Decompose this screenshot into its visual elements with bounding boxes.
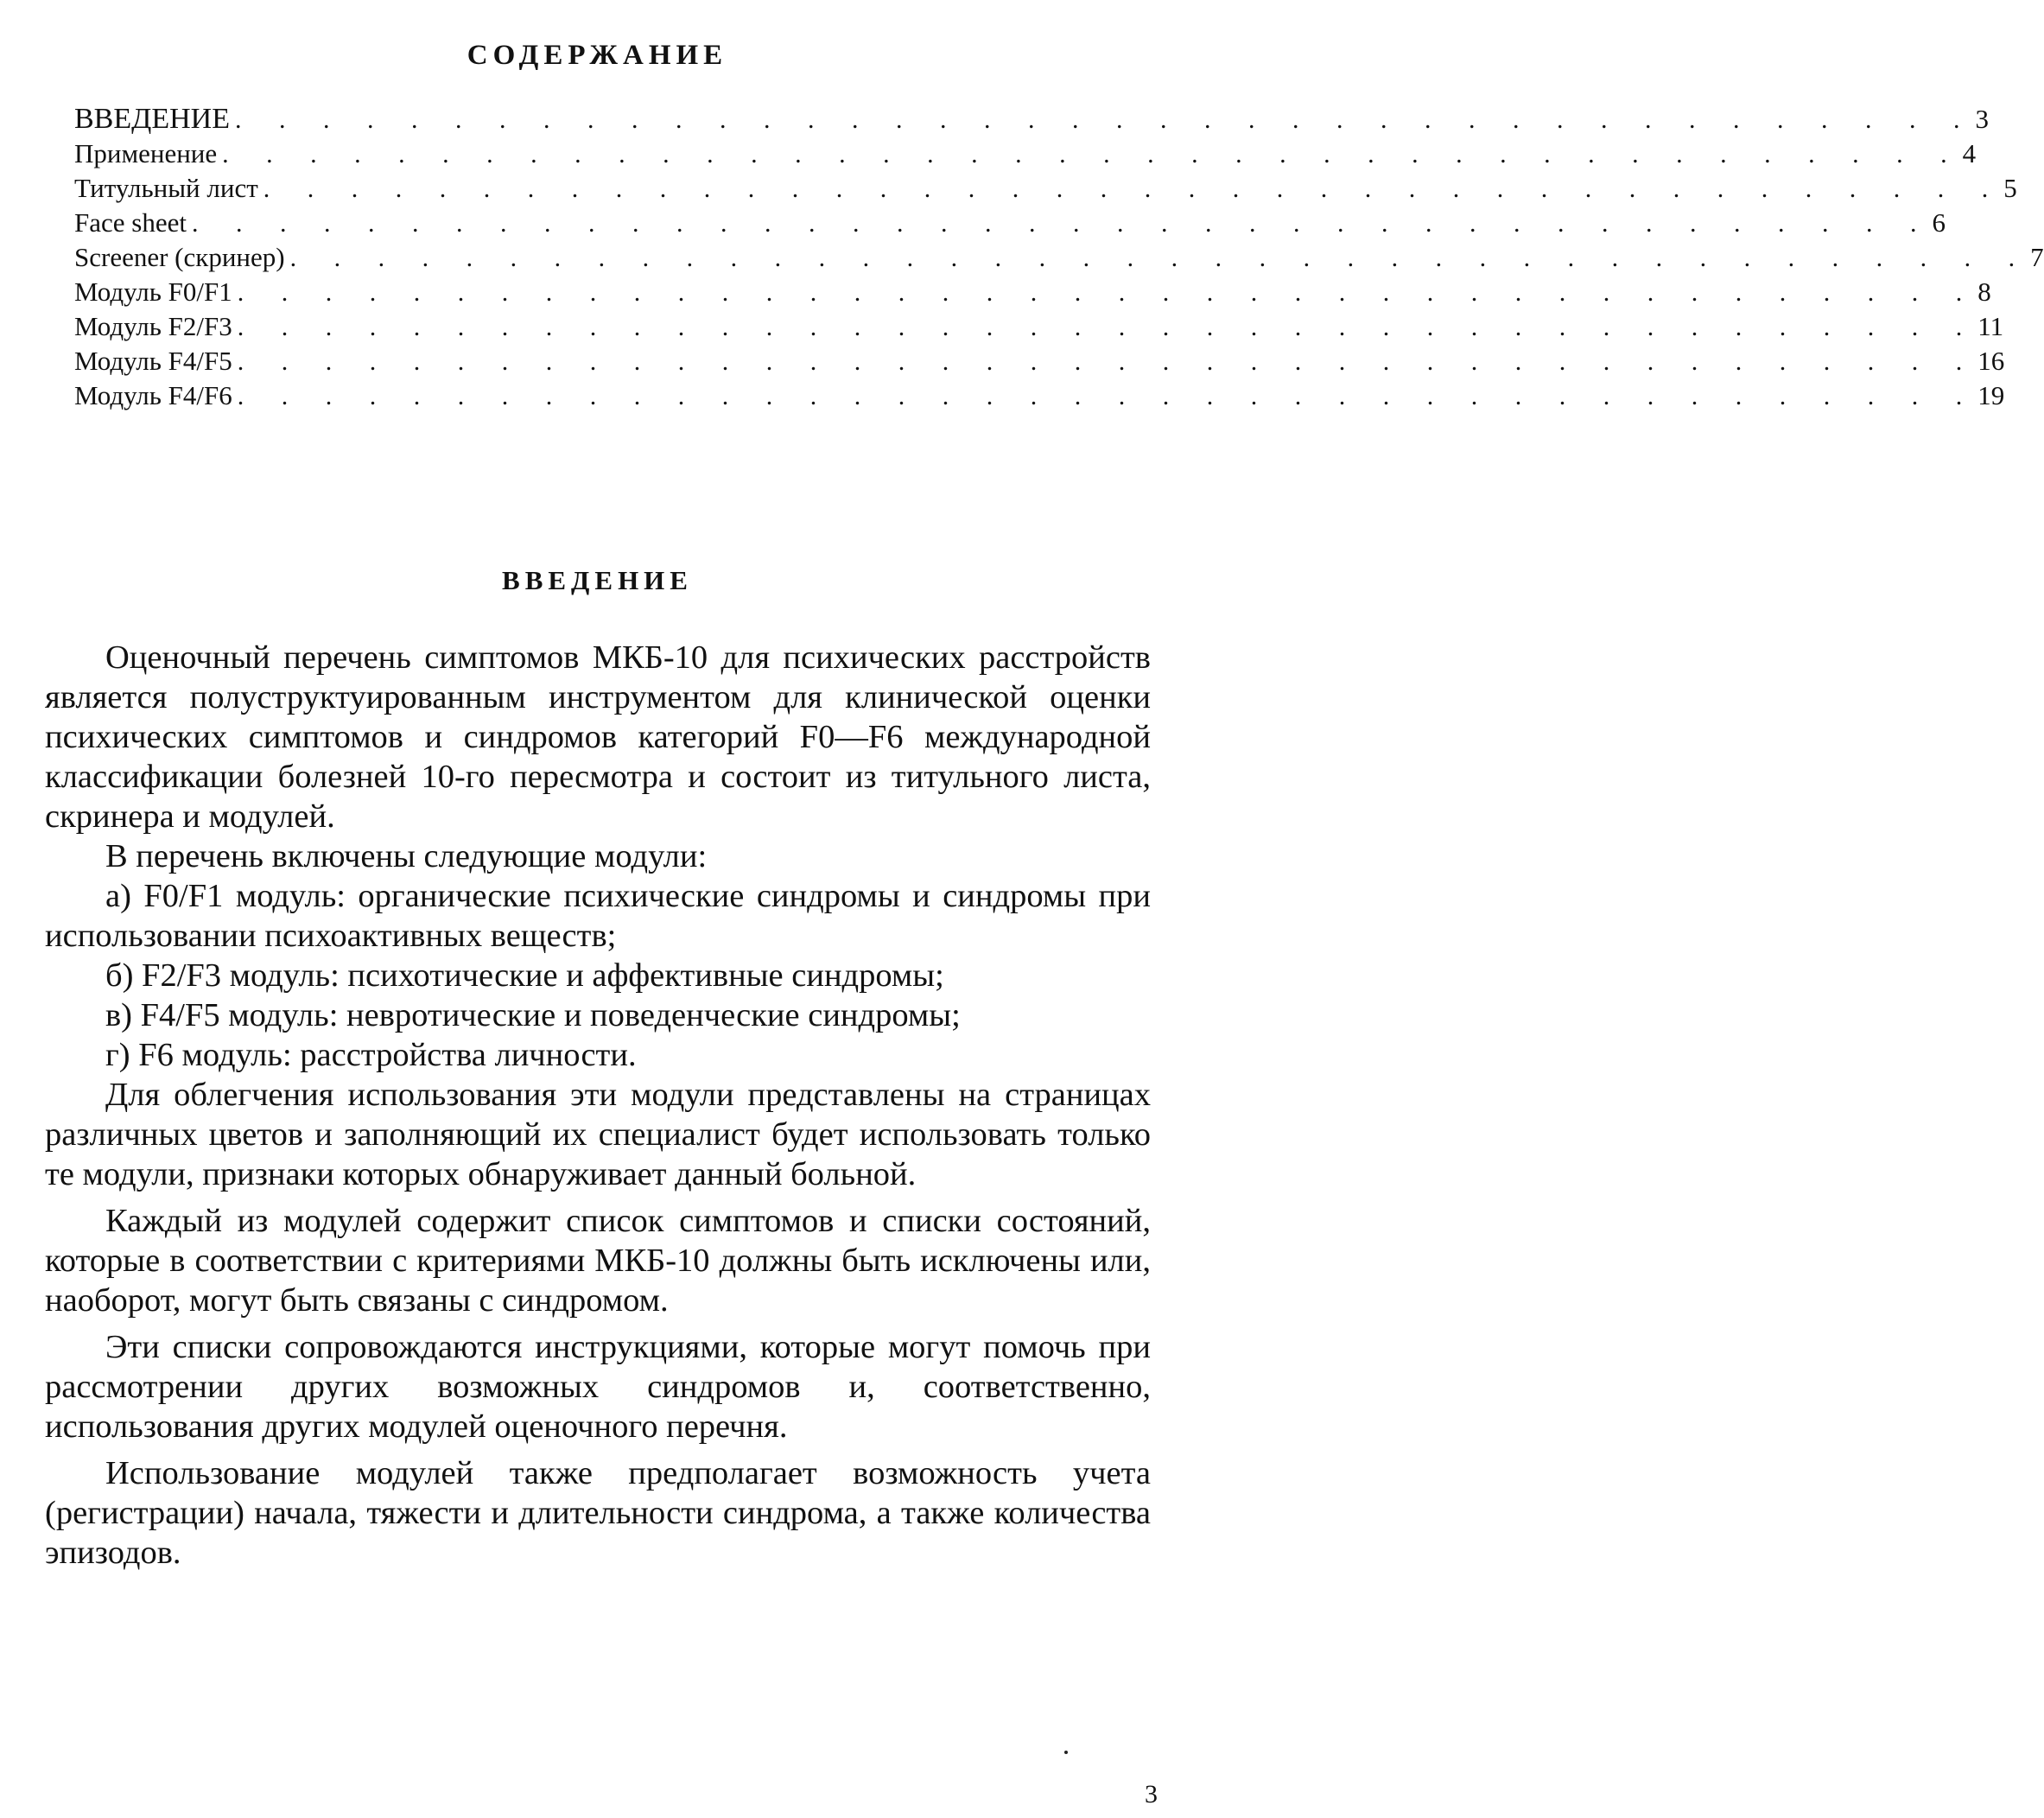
toc-entry[interactable]	[74, 344, 2005, 378]
toc-entry-page: 6	[1932, 207, 1946, 238]
toc-leader-dots: . . . . . . . . . . . . . . . . . . . . . . . . . . . . . . . . . . . . . . . .	[263, 175, 2004, 203]
toc-entry-label: Модуль F0/F1	[74, 277, 232, 307]
list-item: а) F0/F1 модуль: органические психические синдромы и синдромы при использовании психоактивных веществ;	[45, 878, 1151, 954]
toc-entry[interactable]	[74, 240, 2044, 275]
toc-leader-dots: . . . . . . . . . . . . . . . . . . . . . . . . . . . . . . . . . . . . . . . .	[237, 313, 1978, 341]
toc-leader-dots: . . . . . . . . . . . . . . . . . . . . . . . . . . . . . . . . . . . . . . . .	[237, 347, 1978, 376]
toc-entry-label: Модуль F4/F5	[74, 346, 232, 376]
toc-leader-dots: . . . . . . . . . . . . . . . . . . . . . . . . . . . . . . . . . . . . . . . .	[237, 382, 1978, 410]
toc-leader-dots: . . . . . . . . . . . . . . . . . . . . . . . . . . . . . . . . . . . . . . . .	[222, 140, 1963, 168]
paragraph: Каждый из модулей содержит список симптомов и списки состояний, которые в соответствии с критериями МКБ-10 должны быть исключены или, наоборот, могут быть связаны с синдромом.	[45, 1203, 1151, 1319]
toc-entry-label: Применение	[74, 138, 218, 168]
toc-entry-page: 5	[2003, 173, 2017, 203]
toc-entry[interactable]	[74, 137, 1977, 171]
toc-entry[interactable]	[74, 275, 1991, 309]
toc-entry-page: 16	[1977, 346, 2005, 376]
list-item: б) F2/F3 модуль: психотические и аффективные синдромы;	[105, 957, 944, 994]
section-body	[45, 638, 1151, 1573]
list-item: в) F4/F5 модуль: невротические и поведенческие синдромы;	[105, 997, 961, 1033]
section-title: ВВЕДЕНИЕ	[502, 565, 693, 595]
toc-entry-label: Модуль F4/F6	[74, 380, 232, 410]
toc-entry-page: 3	[1975, 104, 1989, 134]
toc-leader-dots: . . . . . . . . . . . . . . . . . . . . . . . . . . . . . . . . . . . . . . . .	[191, 209, 1933, 238]
paragraph: Для облегчения использования эти модули представлены на страницах различных цветов и заполняющий их специалист будет использовать только те модули, признаки которых обнаруживает данный больной.	[45, 1077, 1151, 1192]
toc-entry-page: 8	[1977, 277, 1991, 307]
toc-entry[interactable]	[74, 378, 2005, 413]
toc-entry-page: 19	[1977, 380, 2005, 410]
paragraph: Использование модулей также предполагает возможность учета (регистрации) начала, тяжести и длительности синдрома, а также количества эпизодов.	[45, 1455, 1151, 1571]
toc-entry[interactable]	[74, 206, 1946, 240]
print-speck	[1064, 1751, 1068, 1754]
toc-entry-page: 4	[1962, 138, 1977, 168]
toc-entry[interactable]	[74, 102, 1989, 137]
toc-entry-label: Screener (скринер)	[74, 242, 285, 272]
toc-entry-page: 7	[2030, 242, 2044, 272]
toc-entry-page: 11	[1977, 311, 2004, 341]
paragraph: Эти списки сопровождаются инструкциями, которые могут помочь при рассмотрении других возможных синдромов и, соответственно, использования других модулей оценочного перечня.	[45, 1329, 1151, 1445]
toc-leader-dots: . . . . . . . . . . . . . . . . . . . . . . . . . . . . . . . . . . . . . . . .	[237, 278, 1978, 307]
toc-title: СОДЕРЖАНИЕ	[467, 40, 728, 71]
toc-entry-label: Модуль F2/F3	[74, 311, 232, 341]
toc-entry-label: ВВЕДЕНИЕ	[74, 103, 230, 135]
toc-leader-dots: . . . . . . . . . . . . . . . . . . . . . . . . . . . . . . . . . . . . . . . .	[234, 105, 1976, 134]
toc-leader-dots: . . . . . . . . . . . . . . . . . . . . . . . . . . . . . . . . . . . . . . . .	[289, 244, 2031, 272]
toc-entry[interactable]	[74, 309, 2004, 344]
paragraph: Оценочный перечень симптомов МКБ-10 для психических расстройств является полуструктуированным инструментом для клинической оценки психических симптомов и синдромов категорий F0—F6 международной классификации болезней 10-го пересмотра и состоит из титульного листа, скринера и модулей.	[45, 639, 1151, 835]
toc-entry-label: Face sheet	[74, 207, 187, 238]
toc-entry-label: Титульный лист	[74, 173, 258, 203]
paragraph: В перечень включены следующие модули:	[105, 838, 708, 874]
list-item: г) F6 модуль: расстройства личности.	[105, 1037, 637, 1073]
toc-entry[interactable]	[74, 171, 2017, 206]
table-of-contents	[74, 102, 2044, 413]
page-number: 3	[1145, 1780, 1158, 1808]
